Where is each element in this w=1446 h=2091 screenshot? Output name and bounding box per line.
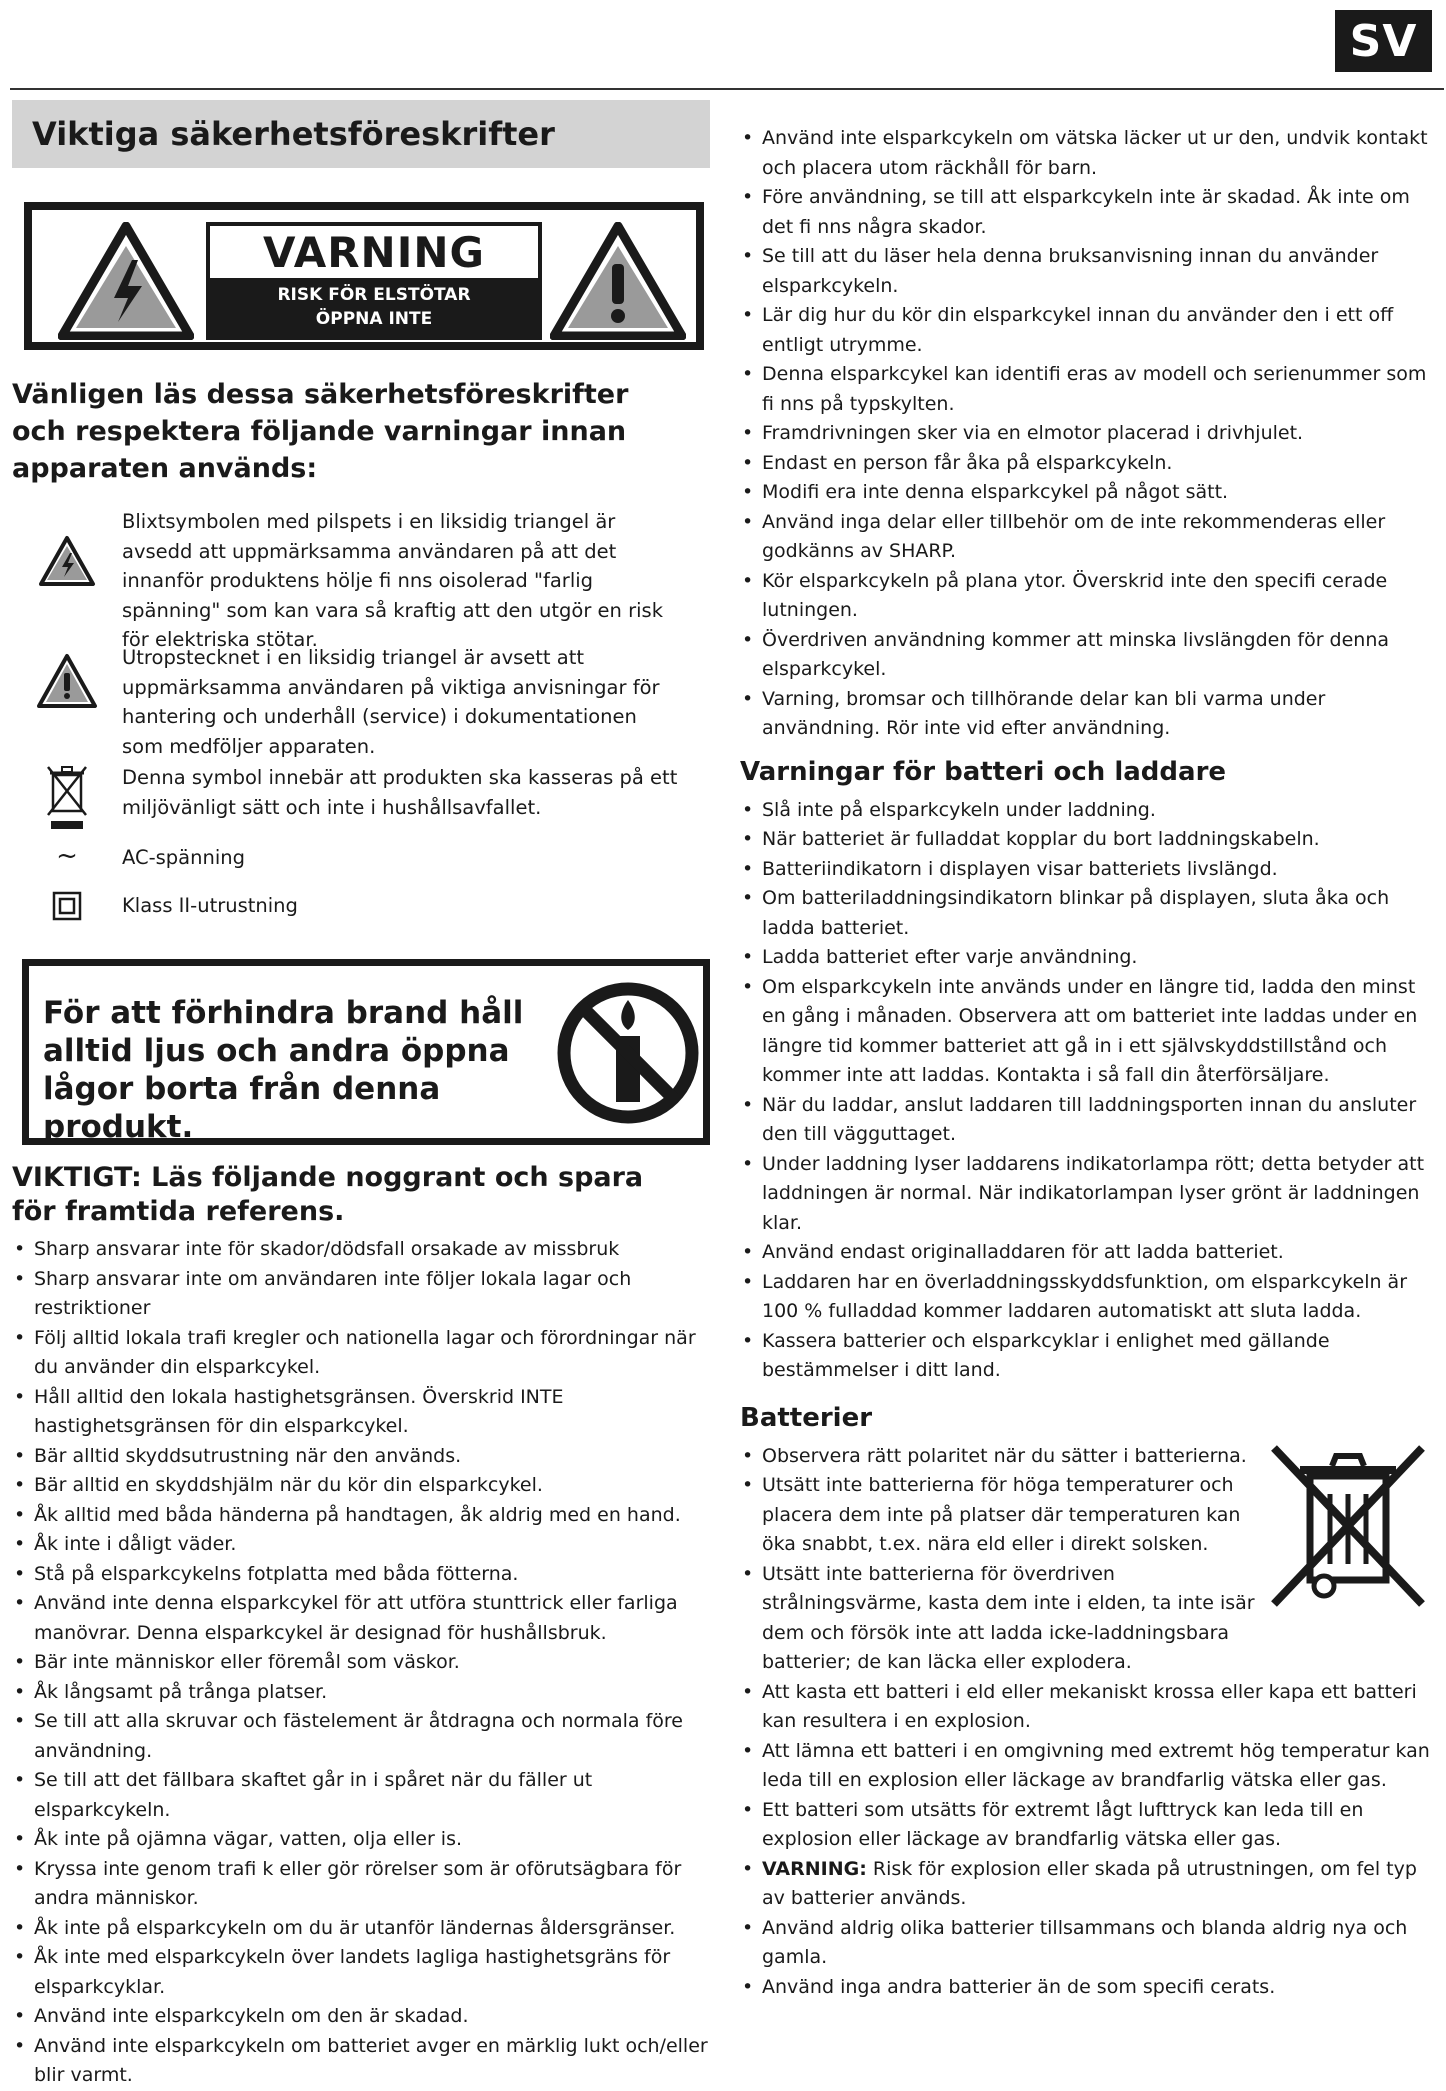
list-item: • Att lämna ett batteri i en omgivning med extremt hög temperatur kan leda till en explosion eller läckage av brandfarlig vätska eller gas. (740, 1737, 1430, 1796)
title-bar (12, 100, 710, 168)
list-item: • Slå inte på elsparkcykeln under laddning. (740, 796, 1430, 826)
list-item: • Använd inte elsparkcykeln om batteriet avger en märklig lukt och/eller blir varmt. (12, 2032, 710, 2091)
list-item: • Ladda batteriet efter varje användning. (740, 943, 1430, 973)
list-item: • Endast en person får åka på elsparkcykeln. (740, 449, 1430, 479)
fire-warning-text: För att förhindra brand håll alltid ljus och andra öppna lågor borta från denna produkt. (43, 995, 524, 1145)
list-item: • Om elsparkcykeln inte används under en längre tid, ladda den minst en gång i månaden. Observera att om batteriet inte laddas under en längre tid kommer batteriet att gå in i ett självskyddstillstånd och kommer inte att laddas. Kontakta i så fall din återförsäljare. (740, 973, 1430, 1091)
battery-warning-text: Risk för explosion eller skada på utrustningen, om fel typ av batterier används. (762, 1857, 1417, 1909)
list-item: • Lär dig hur du kör din elsparkcykel innan du använder den i ett off entligt utrymme. (740, 301, 1430, 360)
varning-line-2: ÖPPNA INTE (315, 309, 433, 329)
language-tab: SV (1335, 10, 1432, 72)
list-item: • Kör elsparkcykeln på plana ytor. Överskrid inte den specifi cerade lutningen. (740, 567, 1430, 626)
list-item: • Utsätt inte batterierna för överdriven strålningsvärme, kasta dem inte i elden, ta inte isär dem och försök inte att ladda icke-laddningsbara batterier; de kan läcka eller explodera. (740, 1560, 1272, 1678)
list-item: • Denna elsparkcykel kan identifi eras av modell och serienummer som fi nns på typskylten. (740, 360, 1430, 419)
crossed-bin-icon (1266, 1436, 1430, 1624)
symbol-text: Blixtsymbolen med pilspets i en liksidig triangel är avsedd att uppmärksamma användaren på att det innanför produktens hölje fi nns oisolerad "farlig spänning" som kan vara så kraftig att den utgör en risk för elektriska stötar. (122, 510, 663, 651)
list-item: • Åk inte på elsparkcykeln om du är utanför ländernas åldersgränser. (12, 1914, 710, 1944)
list-item: • Observera rätt polaritet när du sätter i batterierna. (740, 1442, 1272, 1472)
symbol-text: Klass II-utrustning (122, 894, 298, 917)
list-item: • Använd inte denna elsparkcykel för att utföra stunttrick eller farliga manövrar. Denna elsparkcykel är designad för hushållsbruk. (12, 1589, 710, 1648)
list-item: • Varning, bromsar och tillhörande delar kan bli varma under användning. Rör inte vid efter användning. (740, 685, 1430, 744)
list-item: • Stå på elsparkcykelns fotplatta med båda fötterna. (12, 1560, 710, 1590)
right-column (740, 118, 1430, 2002)
page-title: Viktiga säkerhetsföreskrifter (32, 115, 555, 153)
list-item: • Använd inte elsparkcykeln om vätska läcker ut ur den, undvik kontakt och placera utom räckhåll för barn. (740, 124, 1430, 183)
symbol-text: AC-spänning (122, 846, 246, 869)
exclamation-triangle-icon (550, 222, 686, 340)
list-item: • Åk inte i dåligt väder. (12, 1530, 710, 1560)
charger-heading: Varningar för batteri och laddare (740, 756, 1227, 787)
list-item: • Använd aldrig olika batterier tillsammans och blanda aldrig nya och gamla. (740, 1914, 1430, 1973)
intro-heading: Vänligen läs dessa säkerhetsföreskrifter och respektera följande varningar innan apparaten används: (12, 379, 629, 484)
list-item: • Under laddning lyser laddarens indikatorlampa rött; detta betyder att laddningen är normal. När indikatorlampan lyser grönt är laddningen klar. (740, 1150, 1430, 1239)
list-item: • Före användning, se till att elsparkcykeln inte är skadad. Åk inte om det fi nns några skador. (740, 183, 1430, 242)
list-item: • Att kasta ett batteri i eld eller mekaniskt krossa eller kapa ett batteri kan resultera i en explosion. (740, 1678, 1430, 1737)
list-item: • Kassera batterier och elsparkcyklar i enlighet med gällande bestämmelser i ditt land. (740, 1327, 1430, 1386)
top-divider (10, 88, 1444, 90)
general-safety-list (740, 124, 1430, 744)
lightning-triangle-icon (38, 535, 96, 587)
list-item: • Åk inte med elsparkcykeln över landets lagliga hastighetsgräns för elsparkcyklar. (12, 1943, 710, 2002)
symbol-row (12, 643, 710, 763)
varning-title: VARNING (263, 227, 485, 277)
symbol-row (12, 891, 710, 931)
exclamation-triangle-icon (36, 653, 98, 709)
list-item: • Håll alltid den lokala hastighetsgränsen. Överskrid INTE hastighetsgränsen för din elsparkcykel. (12, 1383, 710, 1442)
battery-warning-list (740, 1855, 1430, 1914)
varning-subtitle (210, 278, 538, 336)
list-item: • Framdrivningen sker via en elmotor placerad i drivhjulet. (740, 419, 1430, 449)
list-item: • Åk alltid med båda händerna på handtagen, åk aldrig med en hand. (12, 1501, 710, 1531)
list-item: • Modifi era inte denna elsparkcykel på något sätt. (740, 478, 1430, 508)
battery-list-end (740, 1914, 1430, 2003)
list-item: • Använd inga andra batterier än de som specifi cerats. (740, 1973, 1430, 2003)
list-item: • Bär inte människor eller föremål som väskor. (12, 1648, 710, 1678)
symbol-row (12, 843, 710, 887)
list-item: • Laddaren har en överladdningsskyddsfunktion, om elsparkcykeln är 100 % fulladdad kommer laddaren automatiskt att sluta ladda. (740, 1268, 1430, 1327)
list-item: • Se till att du läser hela denna bruksanvisning innan du använder elsparkcykeln. (740, 242, 1430, 301)
battery-list-continued (740, 1678, 1430, 1855)
list-item: • Använd inte elsparkcykeln om den är skadad. (12, 2002, 710, 2032)
symbol-list (12, 507, 710, 931)
symbol-text: Denna symbol innebär att produkten ska kasseras på ett miljövänligt sätt och inte i hushållsavfallet. (122, 766, 678, 819)
list-item: • Kryssa inte genom trafi k eller gör rörelser som är oförutsägbara för andra människor. (12, 1855, 710, 1914)
symbol-text: Utropstecknet i en liksidig triangel är avsett att uppmärksamma användaren på viktiga anvisningar för hantering och underhåll (service) i dokumentationen som medföljer apparaten. (122, 646, 660, 758)
list-item: • Batteriindikatorn i displayen visar batteriets livslängd. (740, 855, 1430, 885)
list-item: • Använd endast originalladdaren för att ladda batteriet. (740, 1238, 1430, 1268)
list-item: • Sharp ansvarar inte om användaren inte följer lokala lagar och restriktioner (12, 1265, 710, 1324)
lightning-triangle-icon (58, 222, 194, 340)
list-item: • Bär alltid skyddsutrustning när den används. (12, 1442, 710, 1472)
list-item: • Se till att alla skruvar och fästelement är åtdragna och normala före användning. (12, 1707, 710, 1766)
varning-box (206, 222, 542, 340)
important-heading: VIKTIGT: Läs följande noggrant och spara för framtida referens. (12, 1162, 644, 1227)
list-item: • Sharp ansvarar inte för skador/dödsfall orsakade av missbruk (12, 1235, 710, 1265)
symbol-row (12, 507, 710, 651)
varning-line-1: RISK FÖR ELSTÖTAR (277, 285, 471, 305)
list-item: • Åk inte på ojämna vägar, vatten, olja eller is. (12, 1825, 710, 1855)
list-item: • När batteriet är fulladdat kopplar du bort laddningskabeln. (740, 825, 1430, 855)
fire-warning-box (22, 959, 710, 1145)
class-ii-icon (52, 891, 82, 921)
list-item: • Om batteriladdningsindikatorn blinkar på displayen, sluta åka och ladda batteriet. (740, 884, 1430, 943)
list-item: • Åk långsamt på trånga platser. (12, 1678, 710, 1708)
battery-section (740, 1400, 1430, 2003)
list-item: • Ett batteri som utsätts för extremt lågt lufttryck kan leda till en explosion eller läckage av brandfarlig vätska eller gas. (740, 1796, 1430, 1855)
battery-heading: Batterier (740, 1402, 873, 1433)
symbol-row (12, 763, 710, 835)
list-item: • Överdriven användning kommer att minska livslängden för denna elsparkcykel. (740, 626, 1430, 685)
list-item: • Bär alltid en skyddshjälm när du kör din elsparkcykel. (12, 1471, 710, 1501)
battery-warning-label: VARNING: (762, 1857, 867, 1880)
list-item (740, 1855, 1430, 1914)
list-item: • Se till att det fällbara skaftet går in i spåret när du fäller ut elsparkcykeln. (12, 1766, 710, 1825)
important-list (12, 1235, 710, 2091)
list-item: • Utsätt inte batterierna för höga temperaturer och placera dem inte på platser där temperaturen kan öka snabbt, t.ex. nära eld eller i direkt solsken. (740, 1471, 1272, 1560)
list-item: • Följ alltid lokala trafi kregler och nationella lagar och förordningar när du använder din elsparkcykel. (12, 1324, 710, 1383)
ac-tilde-icon: ~ (56, 841, 78, 871)
list-item: • När du laddar, anslut laddaren till laddningsporten innan du ansluter den till vägguttaget. (740, 1091, 1430, 1150)
list-item: • Använd inga delar eller tillbehör om de inte rekommenderas eller godkänns av SHARP. (740, 508, 1430, 567)
charger-list (740, 796, 1430, 1386)
crossed-bin-icon (45, 763, 89, 829)
left-column (12, 100, 710, 2091)
no-open-flame-icon (553, 978, 703, 1128)
warning-banner (24, 202, 704, 350)
